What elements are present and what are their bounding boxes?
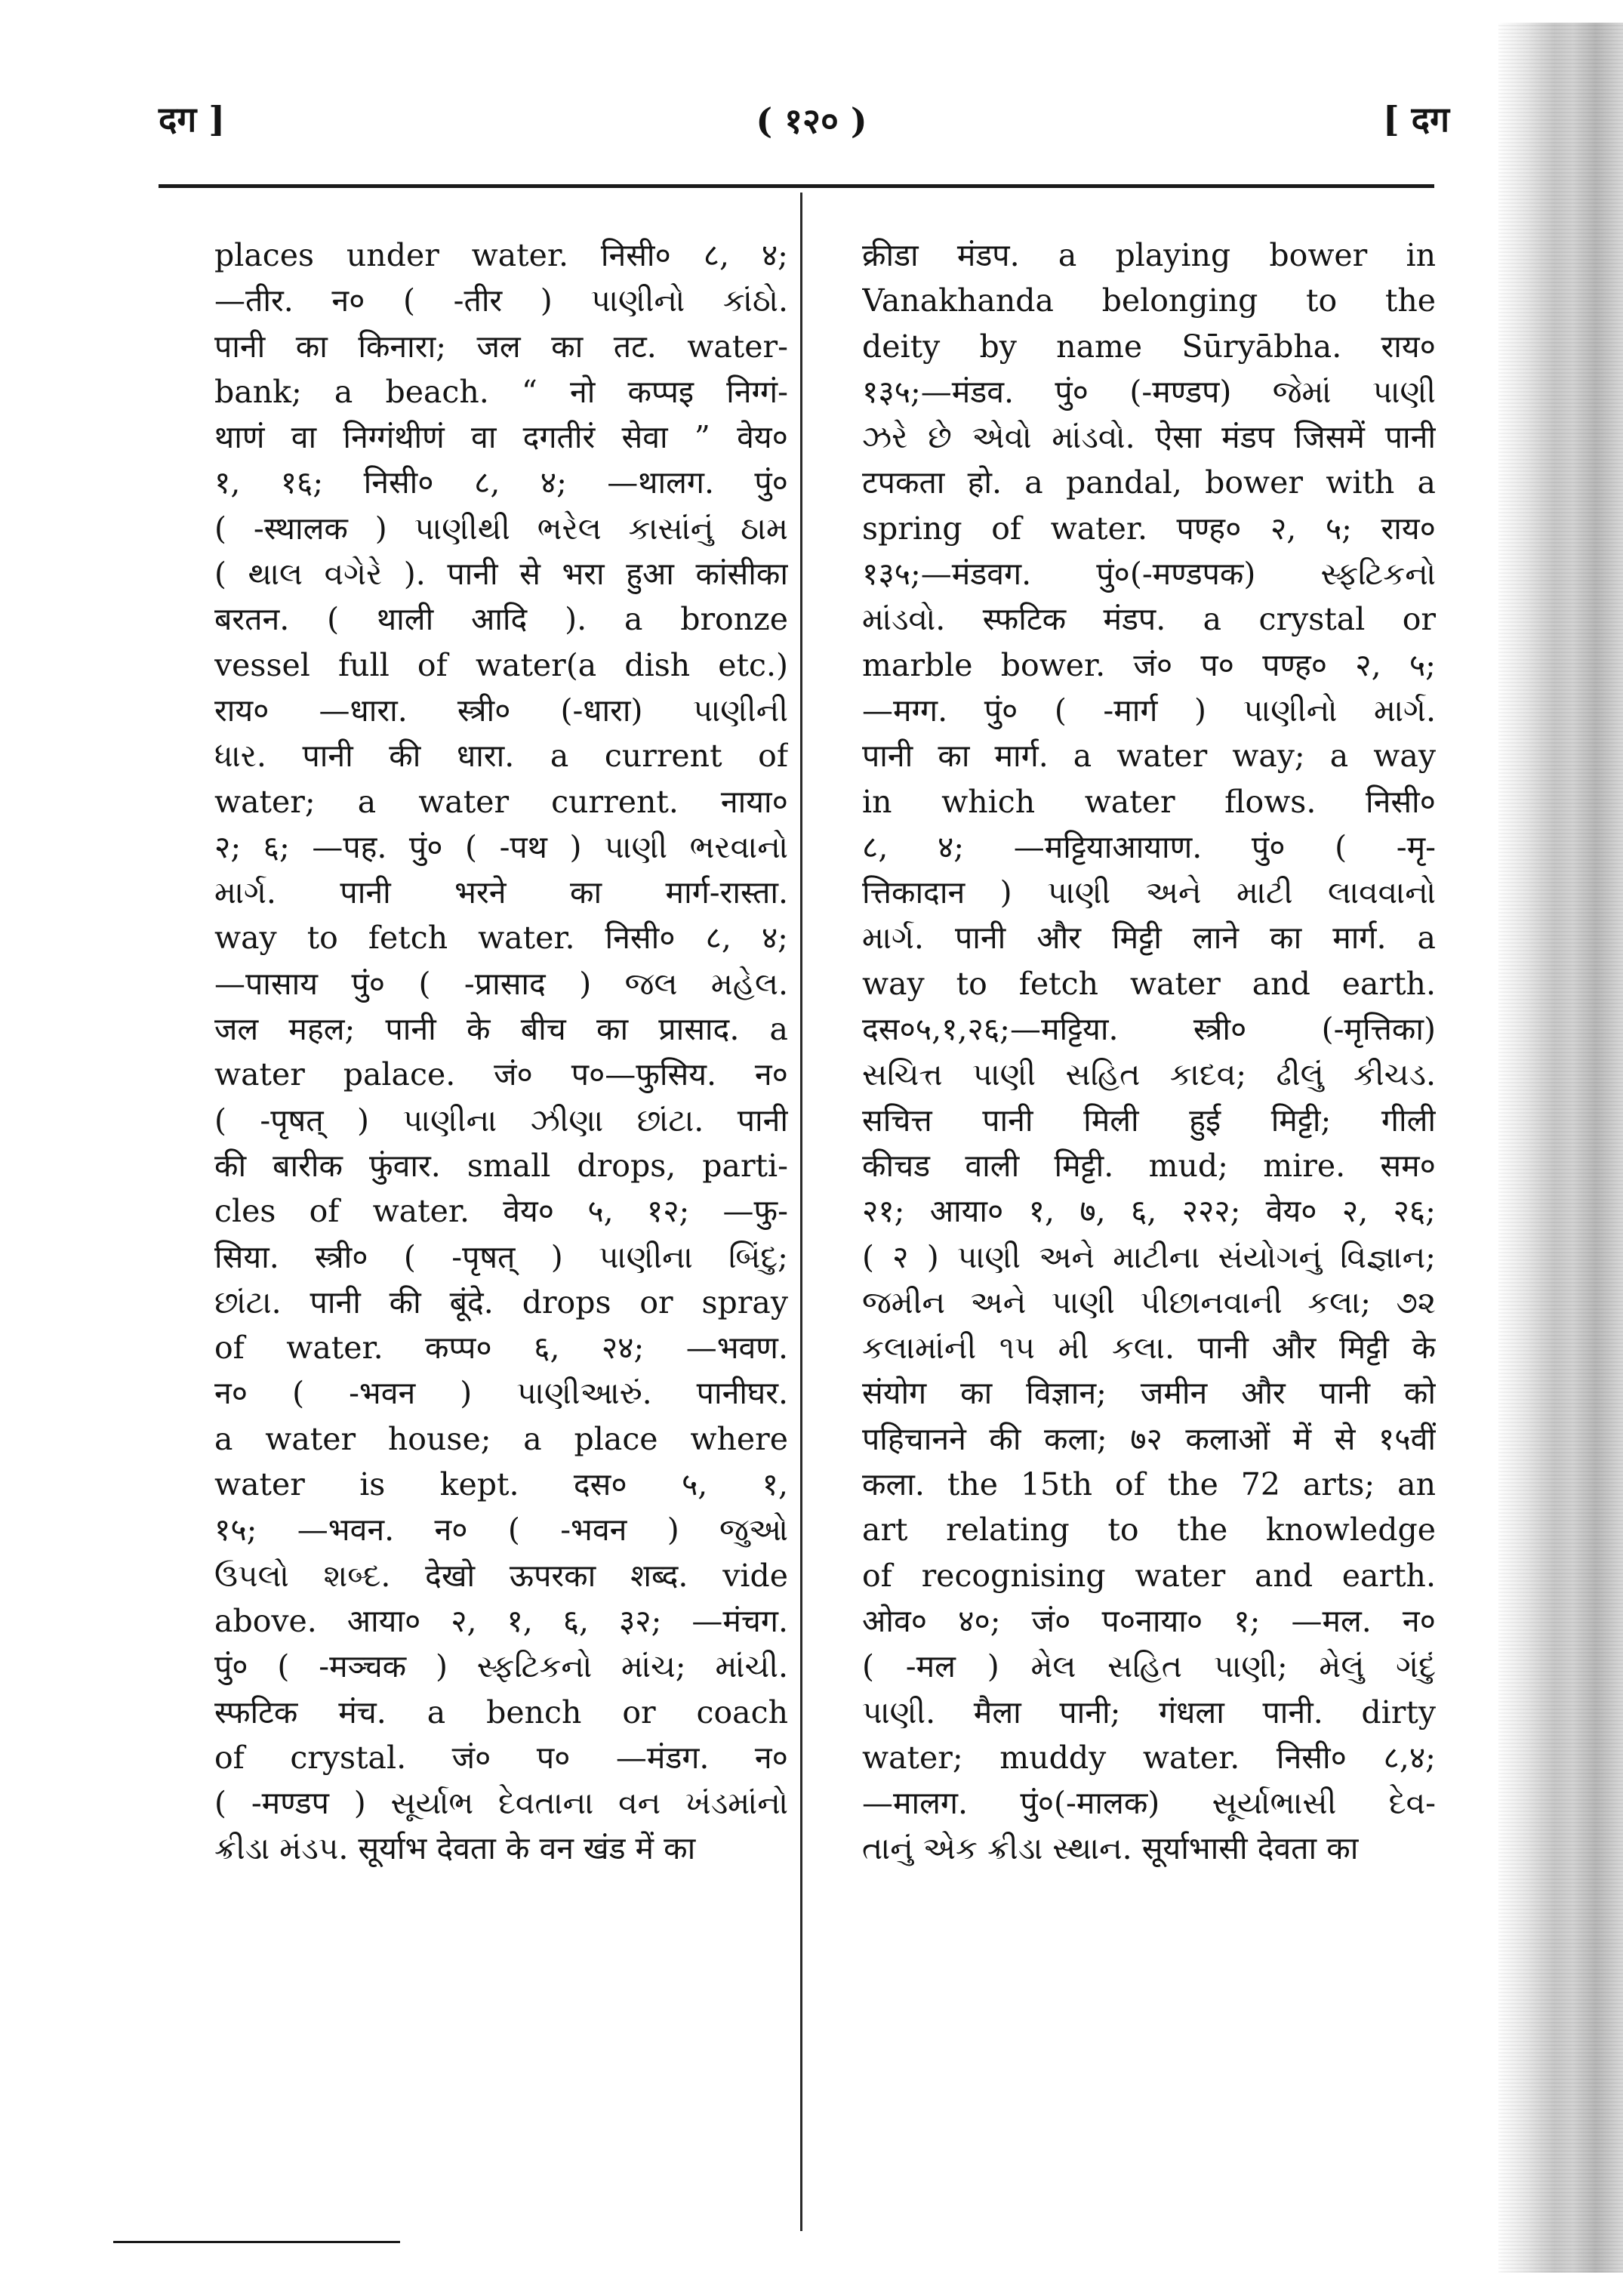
- text-line: bank; a beach. “ नो कप्पइ निग्गं-: [214, 373, 788, 410]
- text-line: a water house; a place where: [214, 1420, 788, 1457]
- text-line: सिया. स्त्री० ( -पृषत् ) પાણીના બિંદુ;: [214, 1238, 788, 1275]
- text-line: क्रीडा मंडप. a playing bower in: [862, 237, 1436, 273]
- text-line: places under water. निसी० ८, ४;: [214, 237, 788, 273]
- header-rule: [159, 184, 1434, 188]
- bottom-rule: [113, 2241, 400, 2243]
- text-line: of water. कप्प० ६, २४; —भवण.: [214, 1330, 788, 1367]
- text-line: સચિત્ત પાણી સહિત કાદવ; ઢીલું કીચડ.: [862, 1056, 1436, 1093]
- text-line: water palace. जं० प०—फुसिय. न०: [214, 1056, 788, 1093]
- text-line: पानी का किनारा; जल का तट. water-: [214, 328, 788, 365]
- text-line: न० ( -भवन ) પાણીઆરું. पानीघर.: [214, 1375, 788, 1412]
- text-line: १५; —भवन. न० ( -भवन ) જુઓ: [214, 1512, 788, 1549]
- text-line: deity by name Sūryābha. राय०: [862, 328, 1436, 365]
- text-line: પાણી. मैला पानी; गंधला पानी. dirty: [862, 1693, 1436, 1730]
- page-number: ( १२० ): [756, 100, 867, 141]
- text-line: सचित्त पानी मिली हुई मिट्टी; गीली: [862, 1102, 1436, 1139]
- text-line: ( -मण्डप ) સૂર્યાભ દેવતાના વન ખંડમાંનો: [214, 1785, 788, 1822]
- text-line: १, १६; निसी० ८, ४; —थालग. पुं०: [214, 464, 788, 501]
- text-line: ८, ४; —मट्टियाआयाण. पुं० ( -मृ-: [862, 828, 1436, 865]
- text-line: —मालग. पुं०(-मालक) સૂર્યાભાસી દેવ-: [862, 1785, 1436, 1822]
- text-line: of recognising water and earth.: [862, 1557, 1436, 1594]
- text-line: way to fetch water. निसी० ८, ४;: [214, 920, 788, 957]
- text-line: in which water flows. निसी०: [862, 783, 1436, 820]
- text-line: —मग्ग. पुं० ( -मार्ग ) પાણીનો માર્ગ.: [862, 692, 1436, 729]
- text-line: ઉપલો શબ્દ. देखो ऊपरका शब्द. vide: [214, 1557, 788, 1594]
- text-line: water is kept. दस० ५, १,: [214, 1466, 788, 1503]
- page-edge-shadow: [1498, 23, 1623, 2273]
- text-line: —तीर. न० ( -तीर ) પાણીનો કાંઠો.: [214, 282, 788, 319]
- text-line: संयोग का विज्ञान; जमीन और पानी को: [862, 1375, 1436, 1412]
- text-line: above. आया० २, १, ६, ३२; —मंचग.: [214, 1602, 788, 1639]
- text-line: थाणं वा निग्गंथीणं वा दगतीरं सेवा ” वेय०: [214, 419, 788, 456]
- text-line: ક્રીડા મંડપ. सूर्याभ देवता के वन खंड में का: [214, 1830, 696, 1867]
- header-left-guideword: दग ]: [159, 99, 226, 140]
- text-line: ( -मल ) મેલ સહિત પાણી; મેલું ગંદું: [862, 1648, 1436, 1685]
- text-line: કલામાંની ૧૫ મી કલા. पानी और मिट्टी के: [862, 1330, 1436, 1367]
- column-divider: [800, 193, 802, 2231]
- text-line: स्फटिक मंच. a bench or coach: [214, 1693, 788, 1730]
- text-line: તાનું એક ક્રીડા સ્થાન. सूर्याभासी देवता का: [862, 1830, 1359, 1867]
- text-line: માર્ગ. पानी और मिट्टी लाने का मार्ग. a: [862, 920, 1436, 957]
- text-line: राय० —धारा. स्त्री० (-धारा) પાણીની: [214, 692, 788, 729]
- text-line: टपकता हो. a pandal, bower with a: [862, 464, 1436, 501]
- text-line: १३५;—मंडव. पुं० (-मण्डप) જેમાં પાણી: [862, 373, 1436, 410]
- text-line: पहिचानने की कला; ७२ कलाओं में से १५वीं: [862, 1420, 1436, 1457]
- text-line: vessel full of water(a dish etc.): [214, 646, 788, 683]
- text-line: water; a water current. नाया०: [214, 783, 788, 820]
- text-line: बरतन. ( थाली आदि ). a bronze: [214, 601, 788, 638]
- text-line: Vanakhanda belonging to the: [862, 282, 1436, 319]
- text-line: की बारीक फुंवार. small drops, parti-: [214, 1147, 788, 1184]
- text-line: पानी का मार्ग. a water way; a way: [862, 738, 1436, 775]
- text-line: છાંટા. पानी की बूंदे. drops or spray: [214, 1284, 788, 1321]
- right-column: [862, 233, 1436, 1872]
- text-line: જમીન અને પાણી પીછાનવાની કલા; ૭૨: [862, 1284, 1436, 1321]
- text-line: of crystal. जं० प० —मंडग. न०: [214, 1739, 788, 1776]
- text-line: માર્ગ. पानी भरने का मार्ग-रास्ता.: [214, 874, 788, 911]
- text-line: —पासाय पुं० ( -प्रासाद ) જલ મહેલ.: [214, 965, 788, 1002]
- text-line: त्तिकादान ) પાણી અને માટી લાવવાનો: [862, 874, 1436, 911]
- text-line: पुं० ( -मञ्चक ) સ્ફટિકનો માંચ; માંચી.: [214, 1648, 788, 1685]
- text-line: ધાર. पानी की धारा. a current of: [214, 738, 788, 775]
- header-right-guideword: [ दग: [1382, 99, 1449, 140]
- text-line: ઝરે છે એવો માંડવો. ऐसा मंडप जिसमें पानी: [862, 419, 1436, 456]
- text-line: ( -पृषत् ) પાણીના ઝીણા છાંટા. पानी: [214, 1102, 788, 1139]
- text-line: cles of water. वेय० ५, १२; —फु-: [214, 1193, 788, 1230]
- text-line: માંડવો. स्फटिक मंडप. a crystal or: [862, 601, 1436, 638]
- text-line: २१; आया० १, ७, ६, २२२; वेय० २, २६;: [862, 1193, 1436, 1230]
- text-line: marble bower. जं० प० पण्ह० २, ५;: [862, 646, 1436, 683]
- text-line: ओव० ४०; जं० प०नाया० १; —मल. न०: [862, 1602, 1436, 1639]
- text-line: ( २ ) પાણી અને માટીના સંયોગનું વિજ્ઞાન;: [862, 1238, 1436, 1275]
- text-line: दस०५,१,२६;—मट्टिया. स्त्री० (-मृत्तिका): [862, 1011, 1436, 1048]
- text-line: ( થાલ વગેરે ). पानी से भरा हुआ कांसीका: [214, 556, 788, 593]
- text-line: २; ६; —पह. पुं० ( -पथ ) પાણી ભરવાનો: [214, 828, 788, 865]
- text-line: कीचड वाली मिट्टी. mud; mire. सम०: [862, 1147, 1436, 1184]
- text-line: कला. the 15th of the 72 arts; an: [862, 1466, 1436, 1503]
- text-line: water; muddy water. निसी० ८,४;: [862, 1739, 1436, 1776]
- text-line: ( -स्थालक ) પાણીથી ભરેલ કાસાંનું ઠામ: [214, 510, 788, 547]
- text-line: spring of water. पण्ह० २, ५; राय०: [862, 510, 1436, 547]
- text-line: way to fetch water and earth.: [862, 965, 1436, 1002]
- left-column: [214, 233, 788, 1872]
- text-line: १३५;—मंडवग. पुं०(-मण्डपक) સ્ફટિકનો: [862, 556, 1436, 593]
- text-line: art relating to the knowledge: [862, 1512, 1436, 1549]
- text-line: जल महल; पानी के बीच का प्रासाद. a: [214, 1011, 788, 1048]
